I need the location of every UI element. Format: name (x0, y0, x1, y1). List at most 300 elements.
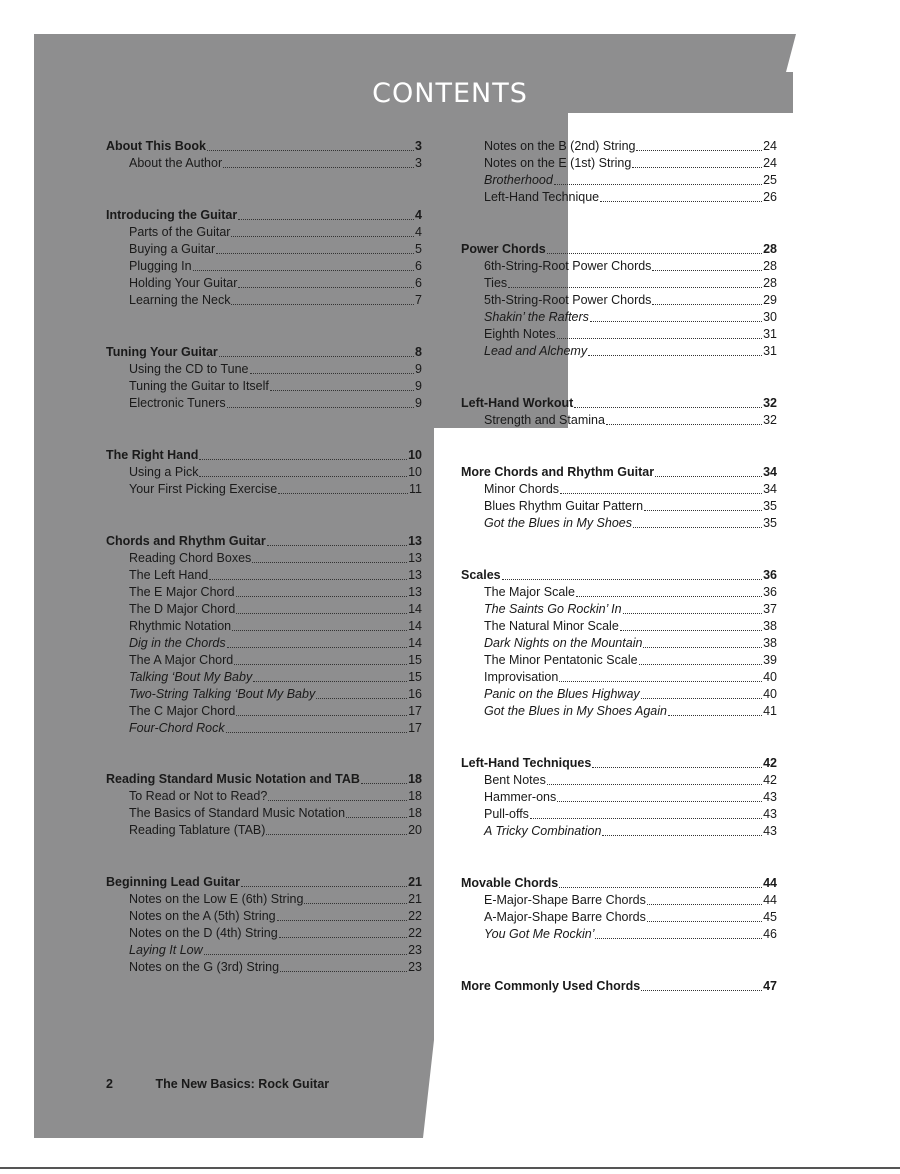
toc-entry-title: More Chords and Rhythm Guitar (461, 465, 655, 479)
toc-entry-title: The E Major Chord (129, 585, 235, 599)
dot-leader (641, 990, 762, 991)
dot-leader (204, 954, 407, 955)
dot-leader (502, 579, 762, 580)
toc-section (461, 395, 777, 429)
toc-entry-title: E-Major-Shape Barre Chords (484, 893, 646, 907)
toc-entry-title: Parts of the Guitar (129, 225, 231, 239)
toc-entry-title: Rhythmic Notation (129, 619, 232, 633)
toc-entry-title: Strength and Stamina (484, 413, 605, 427)
toc-entry (461, 806, 777, 823)
dot-leader (207, 150, 414, 151)
toc-entry-title: The C Major Chord (129, 704, 236, 718)
toc-entry-page-number: 9 (415, 396, 422, 410)
toc-entry (461, 155, 777, 172)
toc-entry-page-number: 29 (763, 293, 777, 307)
toc-entry-page-number: 36 (763, 568, 777, 582)
dot-leader (595, 938, 762, 939)
toc-entry-page-number: 43 (763, 824, 777, 838)
toc-entry-page-number: 10 (408, 448, 422, 462)
dot-leader (216, 253, 414, 254)
toc-entry-page-number: 40 (763, 670, 777, 684)
toc-entry-title: Blues Rhythm Guitar Pattern (484, 499, 644, 513)
toc-entry-page-number: 13 (408, 551, 422, 565)
toc-entry-page-number: 34 (763, 482, 777, 496)
toc-entry-page-number: 20 (408, 823, 422, 837)
toc-entry-page-number: 16 (408, 687, 422, 701)
toc-section (106, 138, 422, 172)
toc-entry (106, 720, 422, 737)
dot-leader (231, 236, 414, 237)
toc-entry-title: The Left Hand (129, 568, 209, 582)
toc-section (106, 207, 422, 309)
footer-book-title: The New Basics: Rock Guitar (155, 1077, 330, 1091)
toc-entry (461, 789, 777, 806)
toc-entry (106, 378, 422, 395)
dot-leader (361, 783, 407, 784)
toc-entry (106, 155, 422, 172)
toc-entry-page-number: 18 (408, 772, 422, 786)
toc-entry-page-number: 17 (408, 721, 422, 735)
toc-entry (106, 584, 422, 601)
toc-section-heading (106, 533, 422, 550)
toc-entry-title: Reading Tablature (TAB) (129, 823, 266, 837)
toc-entry-page-number: 7 (415, 293, 422, 307)
toc-section (106, 771, 422, 839)
toc-entry-page-number: 24 (763, 139, 777, 153)
toc-entry (106, 942, 422, 959)
toc-section-heading (106, 447, 422, 464)
dot-leader (209, 579, 407, 580)
toc-entry-title: More Commonly Used Chords (461, 979, 641, 993)
dot-leader (304, 903, 407, 904)
toc-entry-page-number: 39 (763, 653, 777, 667)
toc-entry (106, 805, 422, 822)
toc-entry-page-number: 30 (763, 310, 777, 324)
toc-entry (106, 686, 422, 703)
toc-entry-title: Talking ‘Bout My Baby (129, 670, 253, 684)
toc-section (461, 567, 777, 720)
toc-entry (461, 618, 777, 635)
dot-leader (270, 390, 414, 391)
toc-entry-page-number: 28 (763, 276, 777, 290)
toc-entry-title: Reading Chord Boxes (129, 551, 252, 565)
dot-leader (278, 493, 408, 494)
toc-entry-page-number: 34 (763, 465, 777, 479)
toc-entry (106, 618, 422, 635)
dot-leader (199, 476, 407, 477)
toc-entry (461, 584, 777, 601)
toc-entry-title: Bent Notes (484, 773, 546, 787)
toc-entry-title: Notes on the E (1st) String (484, 156, 632, 170)
toc-entry-page-number: 13 (408, 585, 422, 599)
toc-entry (461, 343, 777, 360)
dot-leader (277, 920, 407, 921)
footer-page-number: 2 (106, 1077, 113, 1091)
toc-entry (461, 138, 777, 155)
dot-leader (279, 937, 407, 938)
toc-entry-title: Left-Hand Techniques (461, 756, 592, 770)
toc-entry-title: Improvisation (484, 670, 559, 684)
toc-entry-page-number: 46 (763, 927, 777, 941)
toc-entry-page-number: 47 (763, 979, 777, 993)
dot-leader (557, 338, 763, 339)
toc-entry-title: Introducing the Guitar (106, 208, 238, 222)
toc-entry (461, 275, 777, 292)
dot-leader (226, 732, 407, 733)
toc-entry-page-number: 5 (415, 242, 422, 256)
toc-entry-title: About the Author (129, 156, 223, 170)
dot-leader (560, 493, 762, 494)
toc-entry (461, 772, 777, 789)
toc-section-heading (106, 207, 422, 224)
dot-leader (639, 664, 763, 665)
toc-entry (106, 292, 422, 309)
toc-entry (106, 258, 422, 275)
toc-entry-page-number: 4 (415, 208, 422, 222)
toc-entry-page-number: 17 (408, 704, 422, 718)
toc-entry (106, 908, 422, 925)
toc-entry (461, 823, 777, 840)
dot-leader (280, 971, 407, 972)
toc-entry-title: Minor Chords (484, 482, 560, 496)
toc-entry-title: Scales (461, 568, 501, 582)
toc-entry (461, 652, 777, 669)
toc-entry-title: The Saints Go Rockin’ In (484, 602, 622, 616)
toc-entry (106, 464, 422, 481)
toc-entry (461, 481, 777, 498)
toc-entry-title: You Got Me Rockin’ (484, 927, 595, 941)
toc-right-column (461, 138, 777, 995)
toc-section (106, 874, 422, 976)
toc-entry-page-number: 9 (415, 362, 422, 376)
toc-entry (106, 669, 422, 686)
toc-entry-page-number: 38 (763, 619, 777, 633)
toc-entry-title: The A Major Chord (129, 653, 234, 667)
dot-leader (232, 630, 407, 631)
toc-entry-title: Notes on the G (3rd) String (129, 960, 280, 974)
dot-leader (647, 921, 762, 922)
toc-entry-page-number: 35 (763, 499, 777, 513)
toc-entry-page-number: 45 (763, 910, 777, 924)
dot-leader (633, 527, 762, 528)
toc-entry-title: Notes on the B (2nd) String (484, 139, 636, 153)
toc-entry-title: 6th-String-Root Power Chords (484, 259, 652, 273)
toc-entry-page-number: 13 (408, 568, 422, 582)
toc-entry (106, 788, 422, 805)
dot-leader (641, 698, 762, 699)
toc-entry-title: Your First Picking Exercise (129, 482, 278, 496)
dot-leader (547, 784, 762, 785)
toc-entry-title: The Minor Pentatonic Scale (484, 653, 638, 667)
toc-entry-title: Left-Hand Workout (461, 396, 574, 410)
dot-leader (623, 613, 763, 614)
dot-leader (557, 801, 762, 802)
dot-leader (655, 476, 762, 477)
dot-leader (600, 201, 762, 202)
toc-entry-page-number: 24 (763, 156, 777, 170)
toc-section-heading (106, 874, 422, 891)
toc-entry-page-number: 15 (408, 670, 422, 684)
dot-leader (554, 184, 762, 185)
toc-entry-page-number: 25 (763, 173, 777, 187)
toc-entry-page-number: 18 (408, 789, 422, 803)
toc-entry-title: Notes on the A (5th) String (129, 909, 276, 923)
toc-entry (106, 241, 422, 258)
toc-entry-page-number: 44 (763, 876, 777, 890)
toc-entry-page-number: 14 (408, 636, 422, 650)
toc-entry-page-number: 32 (763, 396, 777, 410)
toc-section-heading (106, 138, 422, 155)
toc-entry (106, 635, 422, 652)
toc-entry-title: Left-Hand Technique (484, 190, 600, 204)
toc-section (461, 464, 777, 532)
page-footer (106, 1077, 329, 1091)
toc-entry-title: Plugging In (129, 259, 192, 273)
dot-leader (219, 356, 414, 357)
toc-entry (106, 395, 422, 412)
toc-section (461, 875, 777, 943)
toc-entry-title: Four-Chord Rock (129, 721, 225, 735)
toc-entry-page-number: 10 (408, 465, 422, 479)
toc-entry-title: Laying It Low (129, 943, 203, 957)
toc-section (106, 447, 422, 498)
toc-section-heading (461, 567, 777, 584)
toc-entry (461, 292, 777, 309)
toc-entry (106, 224, 422, 241)
toc-entry-title: About This Book (106, 139, 206, 153)
dot-leader (606, 424, 762, 425)
toc-section-heading (106, 344, 422, 361)
toc-entry-page-number: 35 (763, 516, 777, 530)
toc-entry (106, 567, 422, 584)
dot-leader (559, 681, 762, 682)
toc-section-heading (461, 241, 777, 258)
toc-entry-page-number: 23 (408, 960, 422, 974)
toc-entry-page-number: 3 (415, 156, 422, 170)
toc-entry (461, 703, 777, 720)
dot-leader (636, 150, 762, 151)
toc-entry-page-number: 6 (415, 259, 422, 273)
dot-leader (252, 562, 407, 563)
dot-leader (644, 510, 762, 511)
toc-entry (106, 550, 422, 567)
toc-entry-title: The Right Hand (106, 448, 199, 462)
dot-leader (602, 835, 762, 836)
toc-entry-page-number: 41 (763, 704, 777, 718)
toc-entry-title: Reading Standard Music Notation and TAB (106, 772, 360, 786)
dot-leader (668, 715, 762, 716)
toc-left-column (106, 138, 422, 976)
toc-entry-page-number: 6 (415, 276, 422, 290)
toc-entry (106, 959, 422, 976)
toc-entry-page-number: 13 (408, 534, 422, 548)
dot-leader (223, 167, 414, 168)
toc-entry-title: The Basics of Standard Music Notation (129, 806, 346, 820)
toc-entry (461, 601, 777, 618)
dot-leader (266, 834, 407, 835)
toc-entry-title: Movable Chords (461, 876, 559, 890)
toc-entry-title: Chords and Rhythm Guitar (106, 534, 266, 548)
toc-entry-title: The Natural Minor Scale (484, 619, 619, 633)
toc-section-heading (461, 395, 777, 412)
toc-entry-page-number: 4 (415, 225, 422, 239)
dot-leader (590, 321, 762, 322)
toc-entry-title: Ties (484, 276, 508, 290)
toc-entry-title: Using a Pick (129, 465, 199, 479)
toc-entry-page-number: 21 (408, 892, 422, 906)
toc-section-heading (461, 978, 777, 995)
dot-leader (647, 904, 762, 905)
toc-entry-title: Panic on the Blues Highway (484, 687, 640, 701)
toc-entry-page-number: 11 (409, 482, 422, 496)
dot-leader (199, 459, 407, 460)
toc-entry (106, 822, 422, 839)
toc-entry-page-number: 18 (408, 806, 422, 820)
toc-entry-title: To Read or Not to Read? (129, 789, 268, 803)
dot-leader (652, 304, 762, 305)
toc-entry-page-number: 31 (763, 327, 777, 341)
toc-entry (461, 909, 777, 926)
toc-entry (461, 669, 777, 686)
toc-entry-page-number: 40 (763, 687, 777, 701)
toc-entry-title: Brotherhood (484, 173, 553, 187)
dot-leader (574, 407, 762, 408)
toc-entry-title: Two-String Talking ‘Bout My Baby (129, 687, 316, 701)
toc-entry (106, 703, 422, 720)
toc-entry-title: Dig in the Chords (129, 636, 226, 650)
toc-entry-page-number: 3 (415, 139, 422, 153)
toc-entry (461, 498, 777, 515)
toc-entry (106, 275, 422, 292)
dot-leader (530, 818, 762, 819)
toc-entry-page-number: 44 (763, 893, 777, 907)
toc-section (461, 755, 777, 840)
toc-entry-page-number: 21 (408, 875, 422, 889)
dot-leader (346, 817, 407, 818)
toc-entry-title: A-Major-Shape Barre Chords (484, 910, 646, 924)
toc-entry-title: A Tricky Combination (484, 824, 602, 838)
toc-entry-title: Hammer-ons (484, 790, 557, 804)
toc-entry-title: Pull-offs (484, 807, 529, 821)
toc-entry-page-number: 43 (763, 807, 777, 821)
toc-entry-title: Tuning Your Guitar (106, 345, 218, 359)
toc-section-heading (461, 755, 777, 772)
dot-leader (620, 630, 762, 631)
dot-leader (559, 887, 762, 888)
dot-leader (250, 373, 415, 374)
toc-entry-title: Dark Nights on the Mountain (484, 636, 643, 650)
toc-entry-page-number: 9 (415, 379, 422, 393)
toc-entry-page-number: 28 (763, 259, 777, 273)
toc-entry-title: Learning the Neck (129, 293, 231, 307)
toc-entry (461, 326, 777, 343)
toc-entry-title: Got the Blues in My Shoes (484, 516, 632, 530)
dot-leader (236, 613, 407, 614)
toc-entry (461, 892, 777, 909)
toc-section (461, 241, 777, 360)
toc-entry (461, 309, 777, 326)
dot-leader (236, 715, 407, 716)
toc-entry-title: Notes on the D (4th) String (129, 926, 278, 940)
toc-entry (106, 891, 422, 908)
toc-entry (461, 189, 777, 206)
toc-entry-page-number: 28 (763, 242, 777, 256)
toc-entry-page-number: 32 (763, 413, 777, 427)
toc-entry (461, 635, 777, 652)
dot-leader (547, 253, 762, 254)
dot-leader (267, 545, 407, 546)
dot-leader (227, 647, 408, 648)
dot-leader (227, 407, 414, 408)
toc-entry (461, 258, 777, 275)
toc-entry-page-number: 42 (763, 756, 777, 770)
toc-entry-page-number: 36 (763, 585, 777, 599)
toc-entry-title: Using the CD to Tune (129, 362, 249, 376)
toc-entry-page-number: 31 (763, 344, 777, 358)
dot-leader (632, 167, 762, 168)
toc-entry-page-number: 42 (763, 773, 777, 787)
toc-entry-title: Eighth Notes (484, 327, 556, 341)
toc-entry-page-number: 22 (408, 909, 422, 923)
toc-entry-title: Power Chords (461, 242, 546, 256)
toc-entry-page-number: 8 (415, 345, 422, 359)
toc-section-heading (461, 875, 777, 892)
toc-entry-title: Holding Your Guitar (129, 276, 238, 290)
toc-entry-title: Got the Blues in My Shoes Again (484, 704, 667, 718)
toc-entry-page-number: 37 (763, 602, 777, 616)
toc-entry-page-number: 26 (763, 190, 777, 204)
dot-leader (253, 681, 407, 682)
dot-leader (236, 596, 407, 597)
toc-entry-title: Buying a Guitar (129, 242, 216, 256)
toc-entry-page-number: 14 (408, 619, 422, 633)
toc-entry (461, 926, 777, 943)
toc-entry (461, 412, 777, 429)
dot-leader (238, 219, 414, 220)
dot-leader (316, 698, 407, 699)
toc-entry (461, 515, 777, 532)
toc-entry (461, 686, 777, 703)
toc-section (106, 533, 422, 737)
toc-section (461, 978, 777, 995)
toc-entry-title: Tuning the Guitar to Itself (129, 379, 269, 393)
dot-leader (652, 270, 762, 271)
toc-entry-page-number: 22 (408, 926, 422, 940)
page-title: CONTENTS (372, 78, 528, 109)
dot-leader (238, 287, 414, 288)
toc-entry-title: The D Major Chord (129, 602, 236, 616)
dot-leader (234, 664, 407, 665)
toc-entry-page-number: 14 (408, 602, 422, 616)
toc-entry (106, 601, 422, 618)
dot-leader (268, 800, 407, 801)
toc-entry (106, 361, 422, 378)
toc-entry-title: The Major Scale (484, 585, 576, 599)
toc-entry-page-number: 15 (408, 653, 422, 667)
toc-entry (106, 652, 422, 669)
toc-entry-page-number: 38 (763, 636, 777, 650)
dot-leader (241, 886, 407, 887)
dot-leader (508, 287, 762, 288)
toc-entry-title: Shakin’ the Rafters (484, 310, 589, 324)
toc-section-heading (106, 771, 422, 788)
toc-entry (106, 925, 422, 942)
dot-leader (588, 355, 762, 356)
toc-entry-page-number: 23 (408, 943, 422, 957)
dot-leader (576, 596, 762, 597)
toc-entry-title: 5th-String-Root Power Chords (484, 293, 652, 307)
dot-leader (193, 270, 414, 271)
